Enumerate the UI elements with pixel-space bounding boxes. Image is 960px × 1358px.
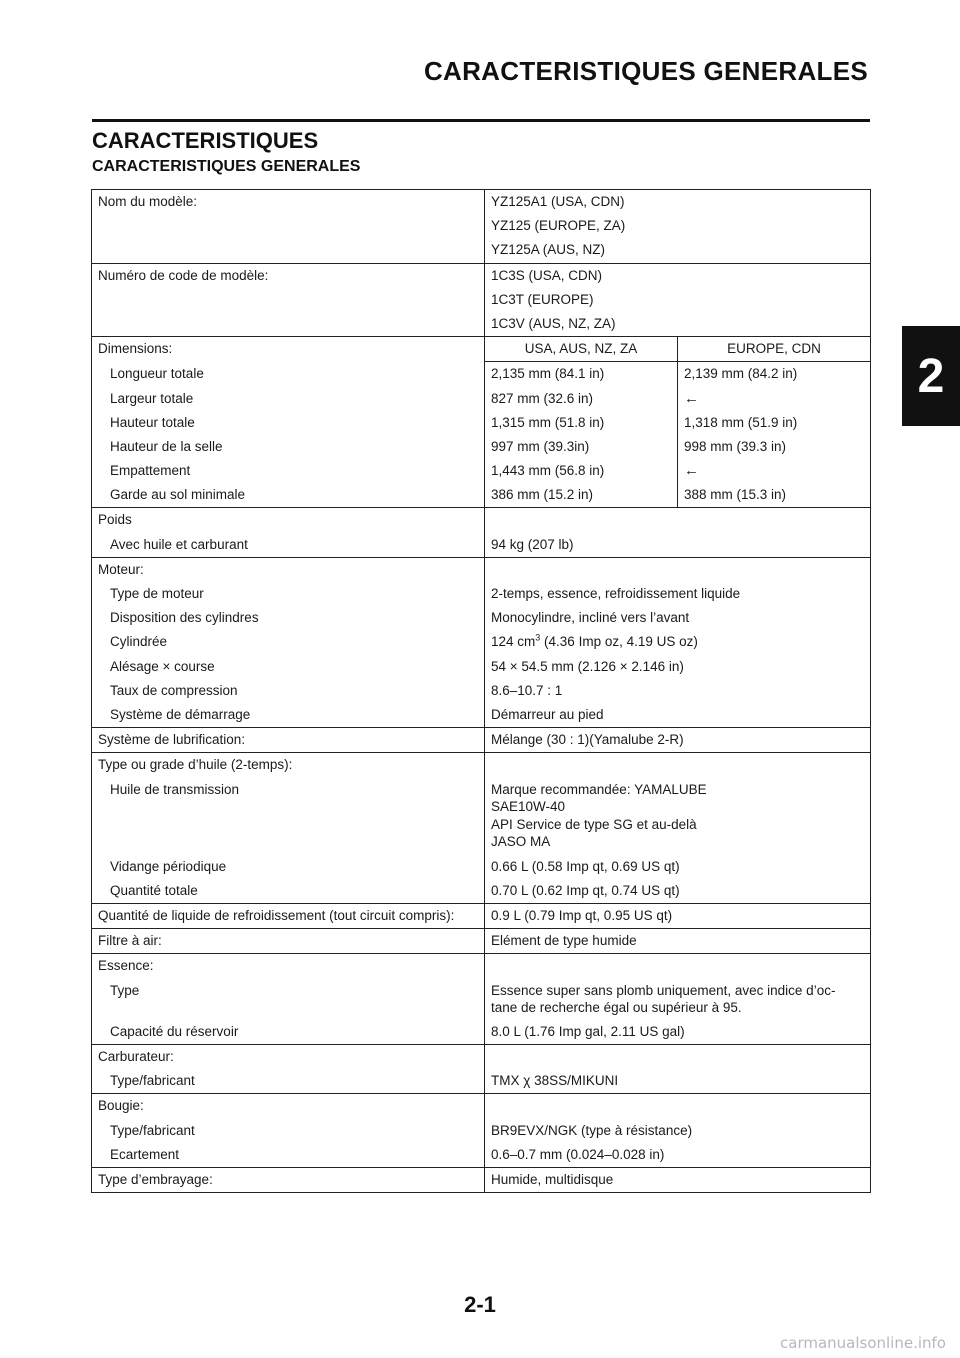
starting-system-value: Démarreur au pied — [491, 706, 604, 722]
table-row-weight — [92, 508, 871, 557]
dim-value-2: 2,139 mm (84.2 in) — [684, 366, 798, 382]
carburetor-type-value: TMX χ 38SS/MIKUNI — [491, 1073, 619, 1089]
total-quantity-value: 0.70 L (0.62 Imp qt, 0.74 US qt) — [491, 882, 680, 898]
spark-plug-label: Bougie: — [98, 1098, 144, 1114]
fuel-capacity-label: Capacité du réservoir — [110, 1023, 239, 1039]
table-row — [92, 411, 871, 435]
model-code-value: 1C3V (AUS, NZ, ZA) — [491, 315, 616, 331]
table-row-carburetor — [92, 1045, 871, 1094]
air-filter-value: Elément de type humide — [491, 933, 637, 949]
fuel-capacity-value: 8.0 L (1.76 Imp gal, 2.11 US gal) — [491, 1023, 685, 1039]
dim-value-1: 997 mm (39.3in) — [491, 438, 590, 454]
watermark: carmanualsonline.info — [780, 1334, 946, 1352]
coolant-label: Quantité de liquide de refroidissement (tout circuit compris): — [98, 908, 455, 924]
dimensions-col2-header: EUROPE, CDN — [678, 337, 871, 362]
clutch-value: Humide, multidisque — [491, 1171, 614, 1187]
starting-system-label: Système de démarrage — [110, 706, 251, 722]
table-row — [92, 483, 871, 508]
dimensions-col1-header: USA, AUS, NZ, ZA — [485, 337, 678, 362]
dim-value-2: 1,318 mm (51.9 in) — [684, 414, 798, 430]
ditto-arrow-icon: ← — [684, 389, 699, 407]
table-row-dimensions-header — [92, 337, 871, 362]
dim-value-1: 386 mm (15.2 in) — [491, 487, 594, 503]
displacement-label: Cylindrée — [110, 634, 168, 650]
air-filter-label: Filtre à air: — [98, 933, 162, 949]
lubrication-value: Mélange (30 : 1)(Yamalube 2-R) — [491, 732, 684, 748]
table-row-model-code — [92, 263, 871, 337]
ditto-arrow-icon: ← — [684, 462, 699, 480]
table-row-air-filter — [92, 929, 871, 954]
dim-value-1: 827 mm (32.6 in) — [491, 390, 594, 406]
bore-stroke-label: Alésage × course — [110, 658, 215, 674]
weight-sub-label: Avec huile et carburant — [110, 536, 248, 552]
table-row — [92, 387, 871, 411]
table-row-clutch — [92, 1167, 871, 1192]
row-label — [92, 190, 485, 264]
section-subtitle: CARACTERISTIQUES GENERALES — [92, 158, 361, 175]
coolant-value: 0.9 L (0.79 Imp qt, 0.95 US qt) — [491, 908, 673, 924]
bore-stroke-value: 54 × 54.5 mm (2.126 × 2.146 in) — [491, 658, 684, 674]
page-header-title: CARACTERISTIQUES GENERALES — [423, 56, 868, 86]
spark-plug-gap-label: Ecartement — [110, 1146, 180, 1162]
dim-label: Hauteur de la selle — [110, 438, 223, 454]
total-quantity-label: Quantité totale — [110, 882, 198, 898]
dim-label: Empattement — [110, 463, 191, 479]
spec-table — [91, 189, 871, 1193]
table-row-spark-plug — [92, 1094, 871, 1168]
dim-value-1: 1,315 mm (51.8 in) — [491, 414, 605, 430]
section-title: CARACTERISTIQUES — [92, 128, 319, 153]
transmission-oil-value: Marque recommandée: YAMALUBE SAE10W-40 API Service de type SG et au-delà JASO MA — [491, 781, 707, 849]
fuel-type-label: Type — [110, 982, 140, 998]
table-row — [92, 362, 871, 387]
dim-label: Hauteur totale — [110, 414, 195, 430]
table-row — [92, 459, 871, 483]
engine-type-label: Type de moteur — [110, 586, 204, 601]
row-label — [92, 263, 485, 337]
model-code-value: 1C3T (EUROPE) — [491, 291, 594, 307]
table-row-coolant — [92, 904, 871, 929]
lubrication-label: Système de lubrification: — [98, 732, 246, 748]
row-value — [485, 263, 871, 337]
model-code-value: 1C3S (USA, CDN) — [491, 267, 603, 283]
dim-label: Longueur totale — [110, 365, 204, 381]
dim-value-2: 998 mm (39.3 in) — [684, 438, 787, 454]
model-name-value: YZ125A (AUS, NZ) — [491, 242, 606, 258]
model-code-label: Numéro de code de modèle: — [98, 267, 269, 283]
engine-type-value: 2-temps, essence, refroidissement liquide — [491, 586, 741, 601]
clutch-label: Type d’embrayage: — [98, 1171, 213, 1187]
weight-value: 94 kg (207 lb) — [491, 536, 574, 552]
dim-label: Garde au sol minimale — [110, 487, 246, 503]
table-row-oil — [92, 753, 871, 904]
spark-plug-type-label: Type/fabricant — [110, 1122, 195, 1138]
dim-value-1: 1,443 mm (56.8 in) — [491, 463, 605, 479]
table-row-model-name — [92, 190, 871, 264]
model-name-value: YZ125 (EUROPE, ZA) — [491, 218, 626, 234]
compression-label: Taux de compression — [110, 682, 238, 698]
carburetor-type-label: Type/fabricant — [110, 1073, 195, 1089]
row-label — [92, 337, 485, 362]
table-row-engine — [92, 557, 871, 727]
table-row-lubrication — [92, 728, 871, 753]
chapter-tab: 2 — [902, 326, 960, 426]
fuel-type-value: Essence super sans plomb uniquement, avec indice d’oc- tane de recherche égal ou supérieur à 95. — [491, 982, 836, 1016]
table-row — [92, 435, 871, 459]
dim-value-1: 2,135 mm (84.1 in) — [491, 366, 605, 382]
row-value — [485, 190, 871, 264]
dim-label: Largeur totale — [110, 390, 194, 406]
compression-value: 8.6–10.7 : 1 — [491, 682, 563, 698]
page-number: 2-1 — [464, 1292, 496, 1317]
engine-label: Moteur: — [98, 561, 144, 577]
dimensions-label: Dimensions: — [98, 341, 173, 357]
model-name-value: YZ125A1 (USA, CDN) — [491, 194, 625, 209]
cylinder-arrangement-label: Disposition des cylindres — [110, 610, 259, 626]
transmission-oil-label: Huile de transmission — [110, 781, 240, 797]
spark-plug-type-value: BR9EVX/NGK (type à résistance) — [491, 1122, 693, 1138]
periodic-change-value: 0.66 L (0.58 Imp qt, 0.69 US qt) — [491, 858, 680, 874]
weight-label: Poids — [98, 512, 132, 528]
periodic-change-label: Vidange périodique — [110, 858, 227, 874]
oil-label: Type ou grade d’huile (2-temps): — [98, 757, 293, 773]
dim-value-2: 388 mm (15.3 in) — [684, 487, 787, 503]
cylinder-arrangement-value: Monocylindre, incliné vers l’avant — [491, 610, 690, 626]
model-name-label: Nom du modèle: — [98, 194, 198, 209]
fuel-label: Essence: — [98, 958, 154, 974]
header-rule — [92, 119, 870, 122]
table-row-fuel — [92, 954, 871, 1045]
spark-plug-gap-value: 0.6–0.7 mm (0.024–0.028 in) — [491, 1146, 665, 1162]
displacement-value: 124 $cm^3$ (4.36 Imp oz, 4.19 US oz) — [491, 632, 698, 650]
carburetor-label: Carburateur: — [98, 1049, 174, 1064]
